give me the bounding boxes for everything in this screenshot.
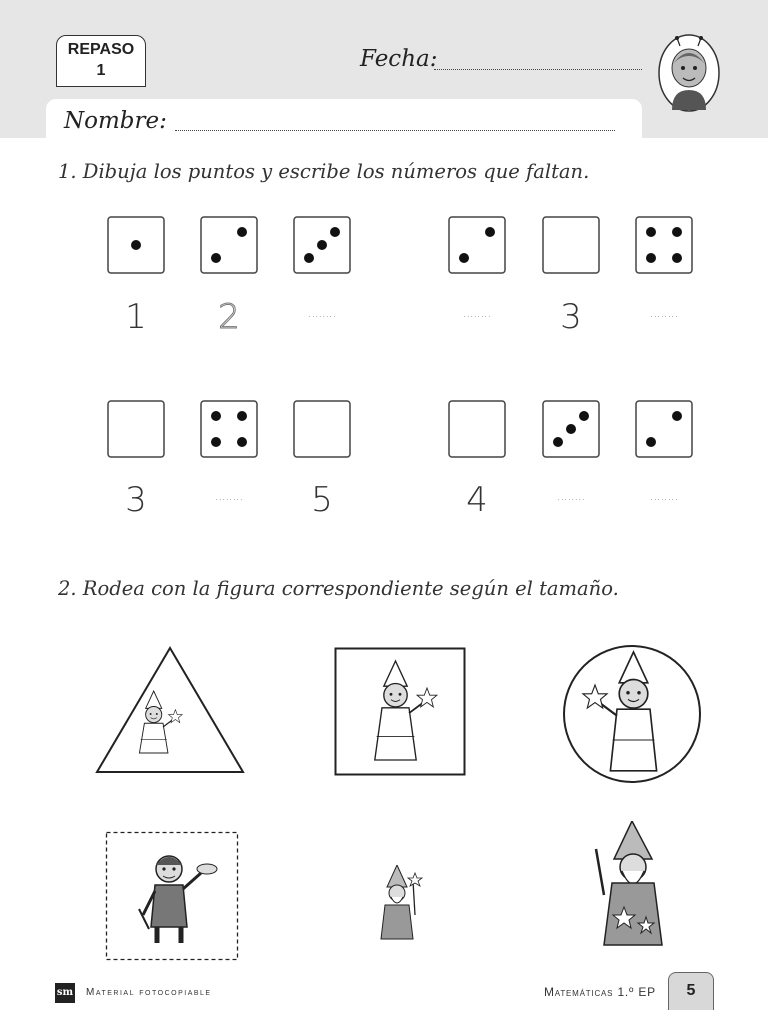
princess-large-icon: [583, 652, 657, 771]
number-label: 5: [311, 480, 333, 520]
number-label: 3: [125, 480, 147, 520]
exercise1-instruction: 1. Dibuja los puntos y escribe los números que faltan.: [58, 160, 590, 183]
answer-blank[interactable]: ........: [463, 307, 491, 320]
die-pip: [566, 424, 576, 434]
publisher-logo: sm: [55, 983, 75, 1003]
exercise2-instruction: 2. Rodea con la figura correspondiente según el tamaño.: [58, 577, 619, 600]
circle-shape[interactable]: [561, 644, 703, 784]
die-empty[interactable]: [448, 400, 506, 458]
die-pip: [237, 411, 247, 421]
die-pip: [237, 437, 247, 447]
die-3: [293, 216, 351, 274]
die-pip: [646, 227, 656, 237]
die-pip: [672, 253, 682, 263]
die-pip: [211, 411, 221, 421]
die-pip: [459, 253, 469, 263]
die-pip: [330, 227, 340, 237]
die-pip: [485, 227, 495, 237]
answer-blank[interactable]: ........: [650, 490, 678, 503]
die-pip: [211, 253, 221, 263]
die-pip: [579, 411, 589, 421]
die-pip: [672, 411, 682, 421]
fecha-field[interactable]: [434, 69, 642, 70]
answer-blank[interactable]: ........: [557, 490, 585, 503]
square-shape[interactable]: [334, 647, 466, 776]
triangle-shape[interactable]: [94, 645, 246, 775]
die-4: [635, 216, 693, 274]
die-empty[interactable]: [107, 400, 165, 458]
nombre-field[interactable]: [175, 130, 615, 131]
die-4: [200, 400, 258, 458]
die-pip: [304, 253, 314, 263]
die-pip: [646, 253, 656, 263]
child-avatar-icon: [658, 34, 720, 112]
die-2: [200, 216, 258, 274]
nombre-label: Nombre:: [64, 108, 167, 134]
die-pip: [646, 437, 656, 447]
princess-small-icon: [139, 691, 182, 753]
wizard-large-icon: [590, 821, 668, 949]
number-label: 2: [218, 297, 240, 337]
number-label: 3: [560, 297, 582, 337]
page-number: 5: [668, 972, 714, 1010]
number-label: 1: [125, 297, 147, 337]
die-empty[interactable]: [542, 216, 600, 274]
die-pip: [553, 437, 563, 447]
magician-icon: [139, 856, 217, 943]
die-pip: [237, 227, 247, 237]
footer-left-text: Material fotocopiable: [86, 987, 212, 998]
wizard-small-icon: [375, 865, 429, 943]
die-pip: [672, 227, 682, 237]
die-pip: [211, 437, 221, 447]
dashed-box: [105, 831, 239, 961]
answer-blank[interactable]: ........: [650, 307, 678, 320]
die-3: [542, 400, 600, 458]
die-empty[interactable]: [293, 400, 351, 458]
die-2: [448, 216, 506, 274]
die-pip: [317, 240, 327, 250]
repaso-title: REPASO: [67, 41, 135, 58]
repaso-number: 1: [96, 62, 106, 79]
die-2: [635, 400, 693, 458]
footer-right-text: Matemáticas 1.º EP: [544, 985, 656, 999]
die-1: [107, 216, 165, 274]
repaso-badge: [56, 35, 146, 87]
answer-blank[interactable]: ........: [308, 307, 336, 320]
answer-blank[interactable]: ........: [215, 490, 243, 503]
fecha-label: Fecha:: [360, 46, 438, 72]
die-pip: [131, 240, 141, 250]
princess-medium-icon: [375, 661, 437, 760]
number-label: 4: [466, 480, 488, 520]
